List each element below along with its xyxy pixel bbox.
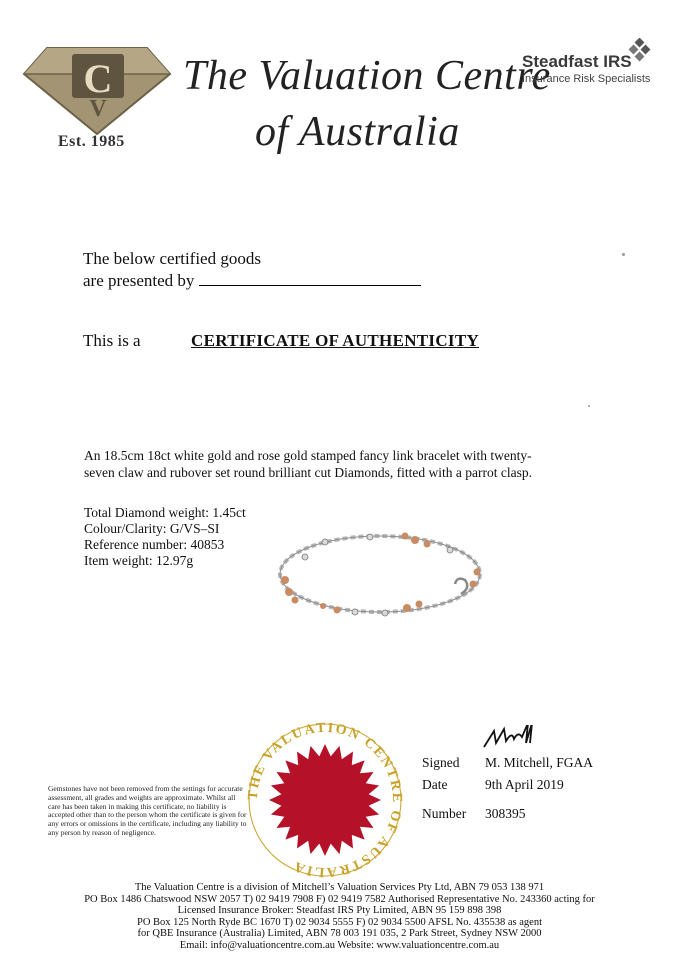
disclaimer: Gemstones have not been removed from the settings for accurate assessment, all grades and weights are approximate. Whilst all care has been taken in making this certificate, no liability is accepted other than to the person whom the certificate is given for any errors or omissions in the certificate, including any liability to any person by reason of negligence.: [48, 784, 247, 837]
intro-block: [83, 248, 421, 292]
partner-name: Steadfast IRS: [522, 52, 632, 71]
item-specs: [84, 505, 246, 569]
intro-line2-row: [83, 270, 421, 292]
certificate-prefix: This is a: [83, 331, 141, 350]
established-year: Est. 1985: [58, 133, 125, 150]
signed-row: [422, 755, 593, 771]
seal-starburst: [269, 744, 381, 856]
spec-colour-clarity: Colour/Clarity: G/VS–SI: [84, 521, 220, 536]
seal-ring-text: THE VALUATION CENTRE OF AUSTRALIA: [245, 720, 405, 880]
spec-diamond-weight: Total Diamond weight: 1.45ct: [84, 505, 246, 520]
steadfast-diamond-icon: [628, 38, 654, 64]
certificate-title: CERTIFICATE OF AUTHENTICITY: [191, 331, 480, 350]
presented-by-blank: [199, 271, 421, 286]
footer-line: The Valuation Centre is a division of Mitchell’s Valuation Services Pty Ltd, ABN 79 053 138 971: [134, 882, 545, 893]
footer-line: PO Box 125 North Ryde BC 1670 T) 02 9034 5555 F) 02 9034 5500 AFSL No. 435538 as agent: [136, 916, 542, 928]
number-value: 308395: [485, 806, 526, 821]
partner-tagline: Insurance Risk Specialists: [522, 73, 651, 85]
item-description: An 18.5cm 18ct white gold and rose gold stamped fancy link bracelet with twenty-seven claw and rubover set round brilliant cut Diamonds, fitted with a parrot clasp.: [84, 448, 532, 480]
date-row: [422, 777, 564, 793]
number-row: [422, 806, 526, 822]
footer-line: Licensed Insurance Broker: Steadfast IRS Pty Limited, ABN 95 159 898 398: [177, 905, 502, 916]
footer-line: for QBE Insurance (Australia) Limited, ABN 78 003 191 035, 2 Park Street, Sydney NSW 2000: [137, 928, 542, 939]
date-label: Date: [422, 777, 448, 792]
company-name-line2: of Australia: [255, 109, 460, 155]
bracelet-photo: [265, 522, 495, 627]
signed-label: Signed: [422, 755, 460, 770]
footer-line: PO Box 1486 Chatswood NSW 2057 T) 02 9419 7908 F) 02 9419 7582 Authorised Representative No. 243360 acting for: [84, 893, 595, 905]
spec-reference-number: Reference number: 40853: [84, 537, 225, 552]
official-seal: [245, 720, 405, 880]
handwritten-signature: [480, 725, 550, 753]
footer-line: Email: info@valuationcentre.com.au Website: www.valuationcentre.com.au: [179, 939, 500, 951]
date-value: 9th April 2019: [485, 777, 564, 792]
scan-speck: [588, 405, 590, 407]
scan-speck: [622, 253, 625, 256]
number-label: Number: [422, 806, 467, 821]
footer: [0, 882, 679, 951]
svg-text:C: C: [83, 56, 113, 101]
spec-item-weight: Item weight: 12.97g: [84, 553, 194, 568]
intro-line1: The below certified goods: [83, 249, 261, 268]
company-name-line1: The Valuation Centre: [183, 53, 551, 99]
intro-line2: are presented by: [83, 271, 195, 290]
svg-text:V: V: [89, 96, 107, 122]
signed-value: M. Mitchell, FGAA: [485, 755, 593, 770]
diamond-vc-logo-icon: [22, 46, 172, 136]
